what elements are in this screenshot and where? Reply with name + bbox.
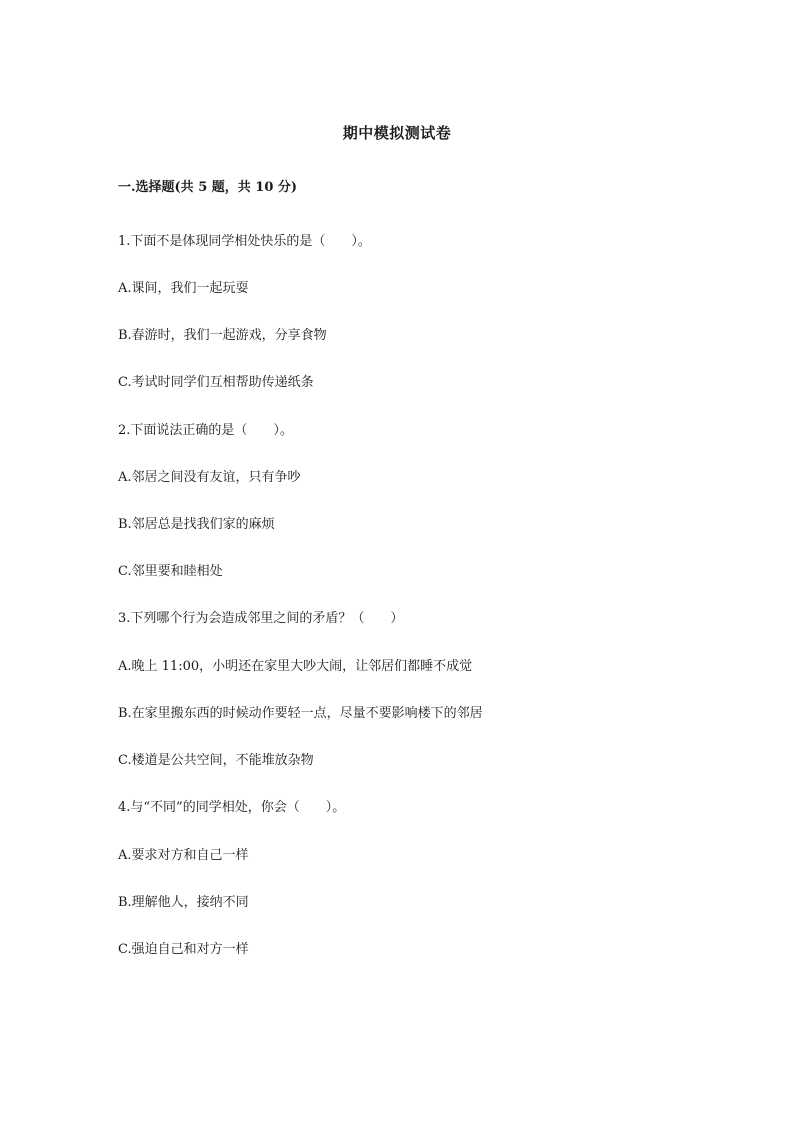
question-3-stem: 3.下列哪个行为会造成邻里之间的矛盾？（ ） <box>118 611 404 626</box>
question-1-stem: 1.下面不是体现同学相处快乐的是（ ）。 <box>118 234 371 249</box>
page-title: 期中模拟测试卷 <box>342 124 452 142</box>
question-2-option-c: C.邻里要和睦相处 <box>118 564 223 579</box>
question-2-stem: 2.下面说法正确的是（ ）。 <box>118 423 293 438</box>
question-3-option-b: B.在家里搬东西的时候动作要轻一点，尽量不要影响楼下的邻居 <box>118 706 483 721</box>
question-3-option-c: C.楼道是公共空间，不能堆放杂物 <box>118 753 314 768</box>
question-2-option-b: B.邻居总是找我们家的麻烦 <box>118 517 275 532</box>
question-1-option-a: A.课间，我们一起玩耍 <box>118 281 249 296</box>
section-heading: 一.选择题(共 5 题，共 10 分) <box>118 180 298 195</box>
question-4-option-b: B.理解他人，接纳不同 <box>118 895 249 910</box>
question-2-option-a: A.邻居之间没有友谊，只有争吵 <box>118 470 301 485</box>
question-4-option-c: C.强迫自己和对方一样 <box>118 942 249 957</box>
question-3-option-a: A.晚上 11:00，小明还在家里大吵大闹，让邻居们都睡不成觉 <box>118 659 473 674</box>
question-1-option-b: B.春游时，我们一起游戏，分享食物 <box>118 328 327 343</box>
question-1-option-c: C.考试时同学们互相帮助传递纸条 <box>118 375 314 390</box>
question-4-stem: 4.与“不同”的同学相处，你会（ ）。 <box>118 800 346 815</box>
question-4-option-a: A.要求对方和自己一样 <box>118 848 249 863</box>
